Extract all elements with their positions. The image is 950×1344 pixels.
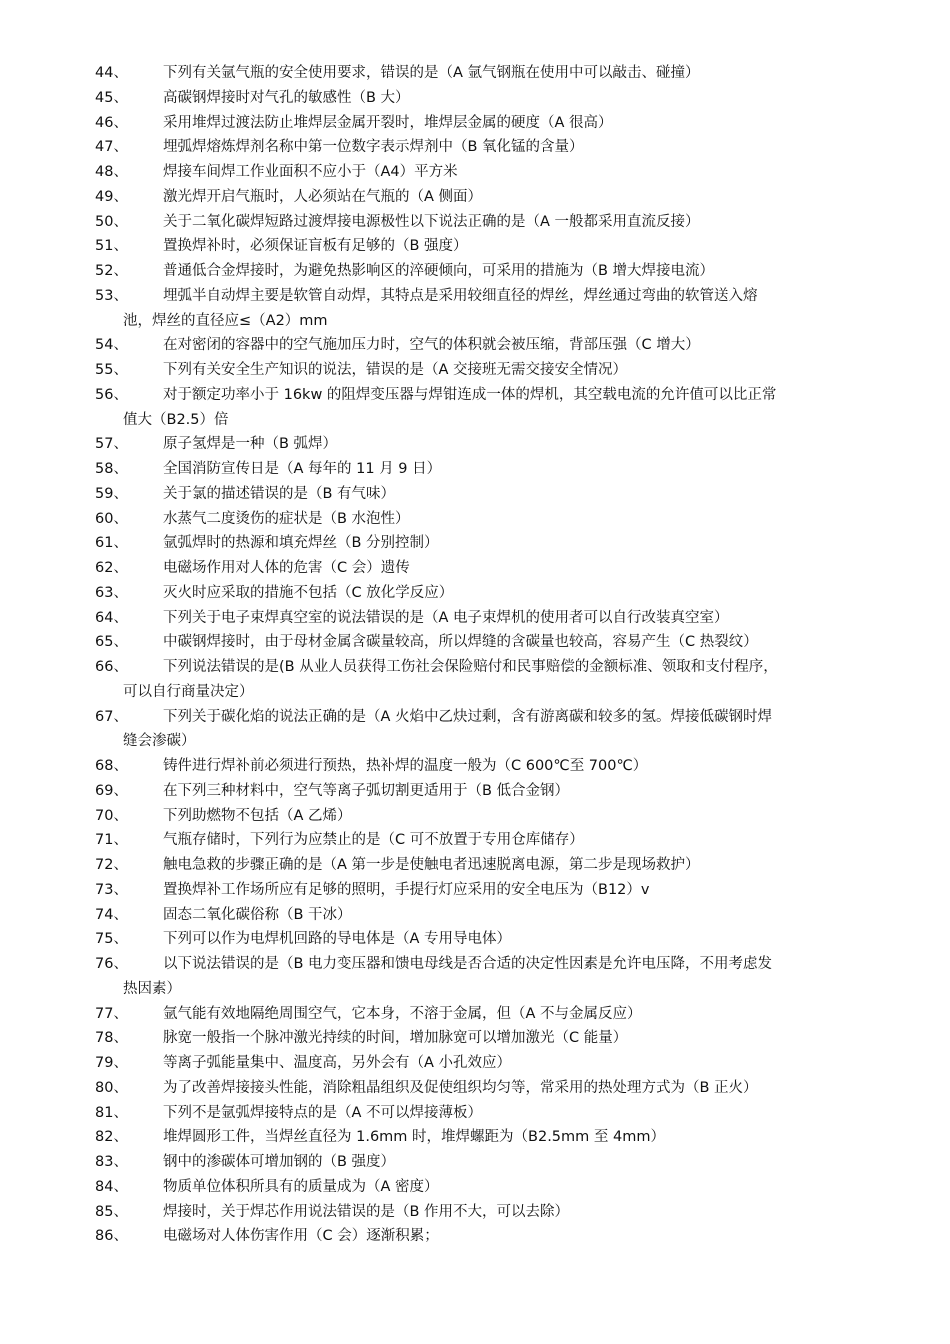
question-number: 82、 bbox=[95, 1129, 128, 1146]
list-item bbox=[95, 333, 860, 358]
list-item bbox=[95, 1175, 860, 1200]
question-text: 在下列三种材料中，空气等离子弧切割更适用于（B 低合金钢） bbox=[163, 782, 570, 799]
question-number: 44、 bbox=[95, 65, 128, 81]
list-item bbox=[95, 358, 860, 383]
question-number: 58、 bbox=[95, 461, 128, 477]
question-number: 86、 bbox=[95, 1228, 128, 1245]
question-list bbox=[95, 61, 860, 1249]
list-item bbox=[95, 606, 860, 631]
list-item bbox=[95, 903, 860, 928]
list-item bbox=[95, 1026, 860, 1051]
question-number: 74、 bbox=[95, 906, 128, 923]
list-item bbox=[95, 531, 860, 556]
question-text: 钢中的渗碳体可增加钢的（B 强度） bbox=[163, 1154, 396, 1170]
question-text: 关于氯的描述错误的是（B 有气味） bbox=[163, 485, 396, 502]
question-number: 80、 bbox=[95, 1079, 128, 1096]
list-item bbox=[95, 1051, 860, 1076]
question-number: 59、 bbox=[95, 485, 128, 502]
list-item bbox=[95, 705, 860, 755]
question-text: 原子氢焊是一种（B 弧焊） bbox=[163, 436, 338, 453]
question-text: 堆焊圆形工件，当焊丝直径为 1.6mm 时，堆焊螺距为（B2.5mm 至 4mm） bbox=[163, 1129, 665, 1146]
list-item bbox=[95, 754, 860, 779]
question-number: 48、 bbox=[95, 164, 128, 180]
question-text: 下列有关安全生产知识的说法，错误的是（A 交接班无需交接安全情况） bbox=[163, 362, 628, 378]
list-item bbox=[95, 853, 860, 878]
question-text: 以下说法错误的是（B 电力变压器和馈电母线是否合适的决定性因素是允许电压降，不用考虑发 bbox=[163, 956, 773, 972]
question-number: 76、 bbox=[95, 956, 128, 972]
question-number: 47、 bbox=[95, 139, 128, 156]
question-number: 72、 bbox=[95, 857, 128, 873]
question-text: 触电急救的步骤正确的是（A 第一步是使触电者迅速脱离电源，第二步是现场救护） bbox=[163, 857, 700, 873]
list-item bbox=[95, 630, 860, 655]
list-item bbox=[95, 185, 860, 210]
question-number: 62、 bbox=[95, 560, 128, 576]
list-item bbox=[95, 111, 860, 136]
question-number: 53、 bbox=[95, 287, 128, 304]
question-text: 铸件进行焊补前必须进行预热，热补焊的温度一般为（C 600℃至 700℃） bbox=[163, 758, 648, 774]
question-text: 下列说法错误的是(B 从业人员获得工伤社会保险赔付和民事赔偿的金额标准、领取和支付程序， bbox=[163, 659, 778, 675]
question-number: 57、 bbox=[95, 436, 128, 453]
question-text: 激光焊开启气瓶时，人必须站在气瓶的（A 侧面） bbox=[163, 188, 483, 205]
list-item bbox=[95, 581, 860, 606]
list-item bbox=[95, 457, 860, 482]
question-text: 置换焊补时，必须保证盲板有足够的（B 强度） bbox=[163, 238, 468, 255]
question-number: 78、 bbox=[95, 1030, 128, 1047]
question-text: 埋弧半自动焊主要是软管自动焊，其特点是采用较细直径的焊丝，焊丝通过弯曲的软管送入熔 bbox=[163, 287, 758, 304]
question-number: 68、 bbox=[95, 758, 128, 774]
list-item bbox=[95, 284, 860, 334]
question-text: 下列关于电子束焊真空室的说法错误的是（A 电子束焊机的使用者可以自行改装真空室） bbox=[163, 609, 729, 626]
question-number: 79、 bbox=[95, 1055, 128, 1071]
question-text: 下列不是氩弧焊接特点的是（A 不可以焊接薄板） bbox=[163, 1104, 483, 1121]
question-text: 灭火时应采取的措施不包括（C 放化学反应） bbox=[163, 584, 454, 601]
list-item bbox=[95, 210, 860, 235]
question-number: 65、 bbox=[95, 634, 128, 651]
question-text-continuation: 缝会渗碳） bbox=[123, 733, 196, 750]
list-item bbox=[95, 234, 860, 259]
question-text: 采用堆焊过渡法防止堆焊层金属开裂时，堆焊层金属的硬度（A 很高） bbox=[163, 114, 613, 131]
list-item bbox=[95, 655, 860, 705]
question-text: 物质单位体积所具有的质量成为（A 密度） bbox=[163, 1178, 439, 1195]
question-text: 固态二氧化碳俗称（B 干冰） bbox=[163, 906, 352, 923]
question-text: 关于二氧化碳焊短路过渡焊接电源极性以下说法正确的是（A 一般都采用直流反接） bbox=[163, 213, 700, 230]
question-text-continuation: 可以自行商量决定） bbox=[123, 683, 254, 700]
question-text: 全国消防宣传日是（A 每年的 11 月 9 日） bbox=[163, 461, 442, 477]
question-text: 下列关于碳化焰的说法正确的是（A 火焰中乙炔过剩，含有游离碳和较多的氢。焊接低碳钢时焊 bbox=[163, 708, 773, 725]
question-text: 下列可以作为电焊机回路的导电体是（A 专用导电体） bbox=[163, 931, 512, 948]
question-number: 73、 bbox=[95, 881, 128, 898]
list-item bbox=[95, 86, 860, 111]
list-item bbox=[95, 1200, 860, 1225]
question-text: 焊接车间焊工作业面积不应小于（A4）平方米 bbox=[163, 164, 458, 180]
list-item bbox=[95, 482, 860, 507]
list-item bbox=[95, 1150, 860, 1175]
question-number: 64、 bbox=[95, 609, 128, 626]
list-item bbox=[95, 432, 860, 457]
list-item bbox=[95, 1224, 860, 1249]
list-item bbox=[95, 779, 860, 804]
list-item bbox=[95, 878, 860, 903]
question-number: 83、 bbox=[95, 1154, 128, 1170]
list-item bbox=[95, 507, 860, 532]
question-number: 81、 bbox=[95, 1104, 128, 1121]
list-item bbox=[95, 556, 860, 581]
question-text: 普通低合金焊接时，为避免热影响区的淬硬倾向，可采用的措施为（B 增大焊接电流） bbox=[163, 263, 715, 279]
question-text-continuation: 池，焊丝的直径应≤（A2）mm bbox=[123, 312, 328, 329]
question-text: 在对密闭的容器中的空气施加压力时，空气的体积就会被压缩，背部压强（C 增大） bbox=[163, 337, 700, 354]
question-number: 54、 bbox=[95, 337, 128, 354]
question-number: 45、 bbox=[95, 89, 128, 106]
question-number: 67、 bbox=[95, 708, 128, 725]
list-item bbox=[95, 927, 860, 952]
list-item bbox=[95, 804, 860, 829]
list-item bbox=[95, 160, 860, 185]
question-text: 下列有关氩气瓶的安全使用要求，错误的是（A 氩气钢瓶在使用中可以敲击、碰撞） bbox=[163, 65, 700, 81]
question-text: 对于额定功率小于 16kw 的阻焊变压器与焊钳连成一体的焊机，其空载电流的允许值可以比正常 bbox=[163, 386, 777, 403]
question-number: 85、 bbox=[95, 1203, 128, 1220]
question-number: 50、 bbox=[95, 213, 128, 230]
list-item bbox=[95, 383, 860, 433]
question-text: 高碳钢焊接时对气孔的敏感性（B 大） bbox=[163, 89, 410, 106]
list-item bbox=[95, 135, 860, 160]
question-number: 63、 bbox=[95, 584, 128, 601]
list-item bbox=[95, 952, 860, 1002]
question-number: 61、 bbox=[95, 535, 128, 552]
list-item bbox=[95, 1076, 860, 1101]
question-text: 为了改善焊接接头性能，消除粗晶组织及促使组织均匀等，常采用的热处理方式为（B 正火） bbox=[163, 1079, 758, 1096]
question-number: 66、 bbox=[95, 659, 128, 675]
list-item bbox=[95, 1002, 860, 1027]
question-number: 46、 bbox=[95, 114, 128, 131]
question-text: 下列助燃物不包括（A 乙烯） bbox=[163, 807, 352, 824]
question-number: 51、 bbox=[95, 238, 128, 255]
list-item bbox=[95, 259, 860, 284]
question-text: 氩气能有效地隔绝周围空气，它本身，不溶于金属，但（A 不与金属反应） bbox=[163, 1005, 642, 1022]
question-number: 70、 bbox=[95, 807, 128, 824]
list-item bbox=[95, 61, 860, 86]
question-text: 埋弧焊熔炼焊剂名称中第一位数字表示焊剂中（B 氧化锰的含量） bbox=[163, 139, 584, 156]
question-number: 55、 bbox=[95, 362, 128, 378]
question-text: 脉宽一般指一个脉冲激光持续的时间，增加脉宽可以增加激光（C 能量） bbox=[163, 1030, 628, 1047]
list-item bbox=[95, 1101, 860, 1126]
question-number: 56、 bbox=[95, 386, 128, 403]
question-number: 77、 bbox=[95, 1005, 128, 1022]
question-text: 焊接时，关于焊芯作用说法错误的是（B 作用不大，可以去除） bbox=[163, 1203, 570, 1220]
question-text: 氩弧焊时的热源和填充焊丝（B 分别控制） bbox=[163, 535, 439, 552]
question-text-continuation: 值大（B2.5）倍 bbox=[123, 411, 229, 428]
question-text: 中碳钢焊接时，由于母材金属含碳量较高，所以焊缝的含碳量也较高，容易产生（C 热裂纹） bbox=[163, 634, 758, 651]
question-text: 水蒸气二度烫伤的症状是（B 水泡性） bbox=[163, 510, 410, 527]
question-number: 71、 bbox=[95, 832, 128, 849]
question-text: 电磁场对人体伤害作用（C 会）逐渐积累； bbox=[163, 1228, 439, 1245]
question-text: 气瓶存储时，下列行为应禁止的是（C 可不放置于专用仓库储存） bbox=[163, 832, 584, 849]
question-text: 置换焊补工作场所应有足够的照明，手提行灯应采用的安全电压为（B12）v bbox=[163, 881, 650, 898]
list-item bbox=[95, 1125, 860, 1150]
list-item bbox=[95, 828, 860, 853]
question-text: 等离子弧能量集中、温度高，另外会有（A 小孔效应） bbox=[163, 1055, 512, 1071]
question-number: 84、 bbox=[95, 1178, 128, 1195]
question-text-continuation: 热因素） bbox=[123, 980, 181, 997]
question-number: 75、 bbox=[95, 931, 128, 948]
question-text: 电磁场作用对人体的危害（C 会）遗传 bbox=[163, 560, 410, 576]
question-number: 49、 bbox=[95, 188, 128, 205]
question-number: 69、 bbox=[95, 782, 128, 799]
question-number: 60、 bbox=[95, 510, 128, 527]
question-number: 52、 bbox=[95, 263, 128, 279]
